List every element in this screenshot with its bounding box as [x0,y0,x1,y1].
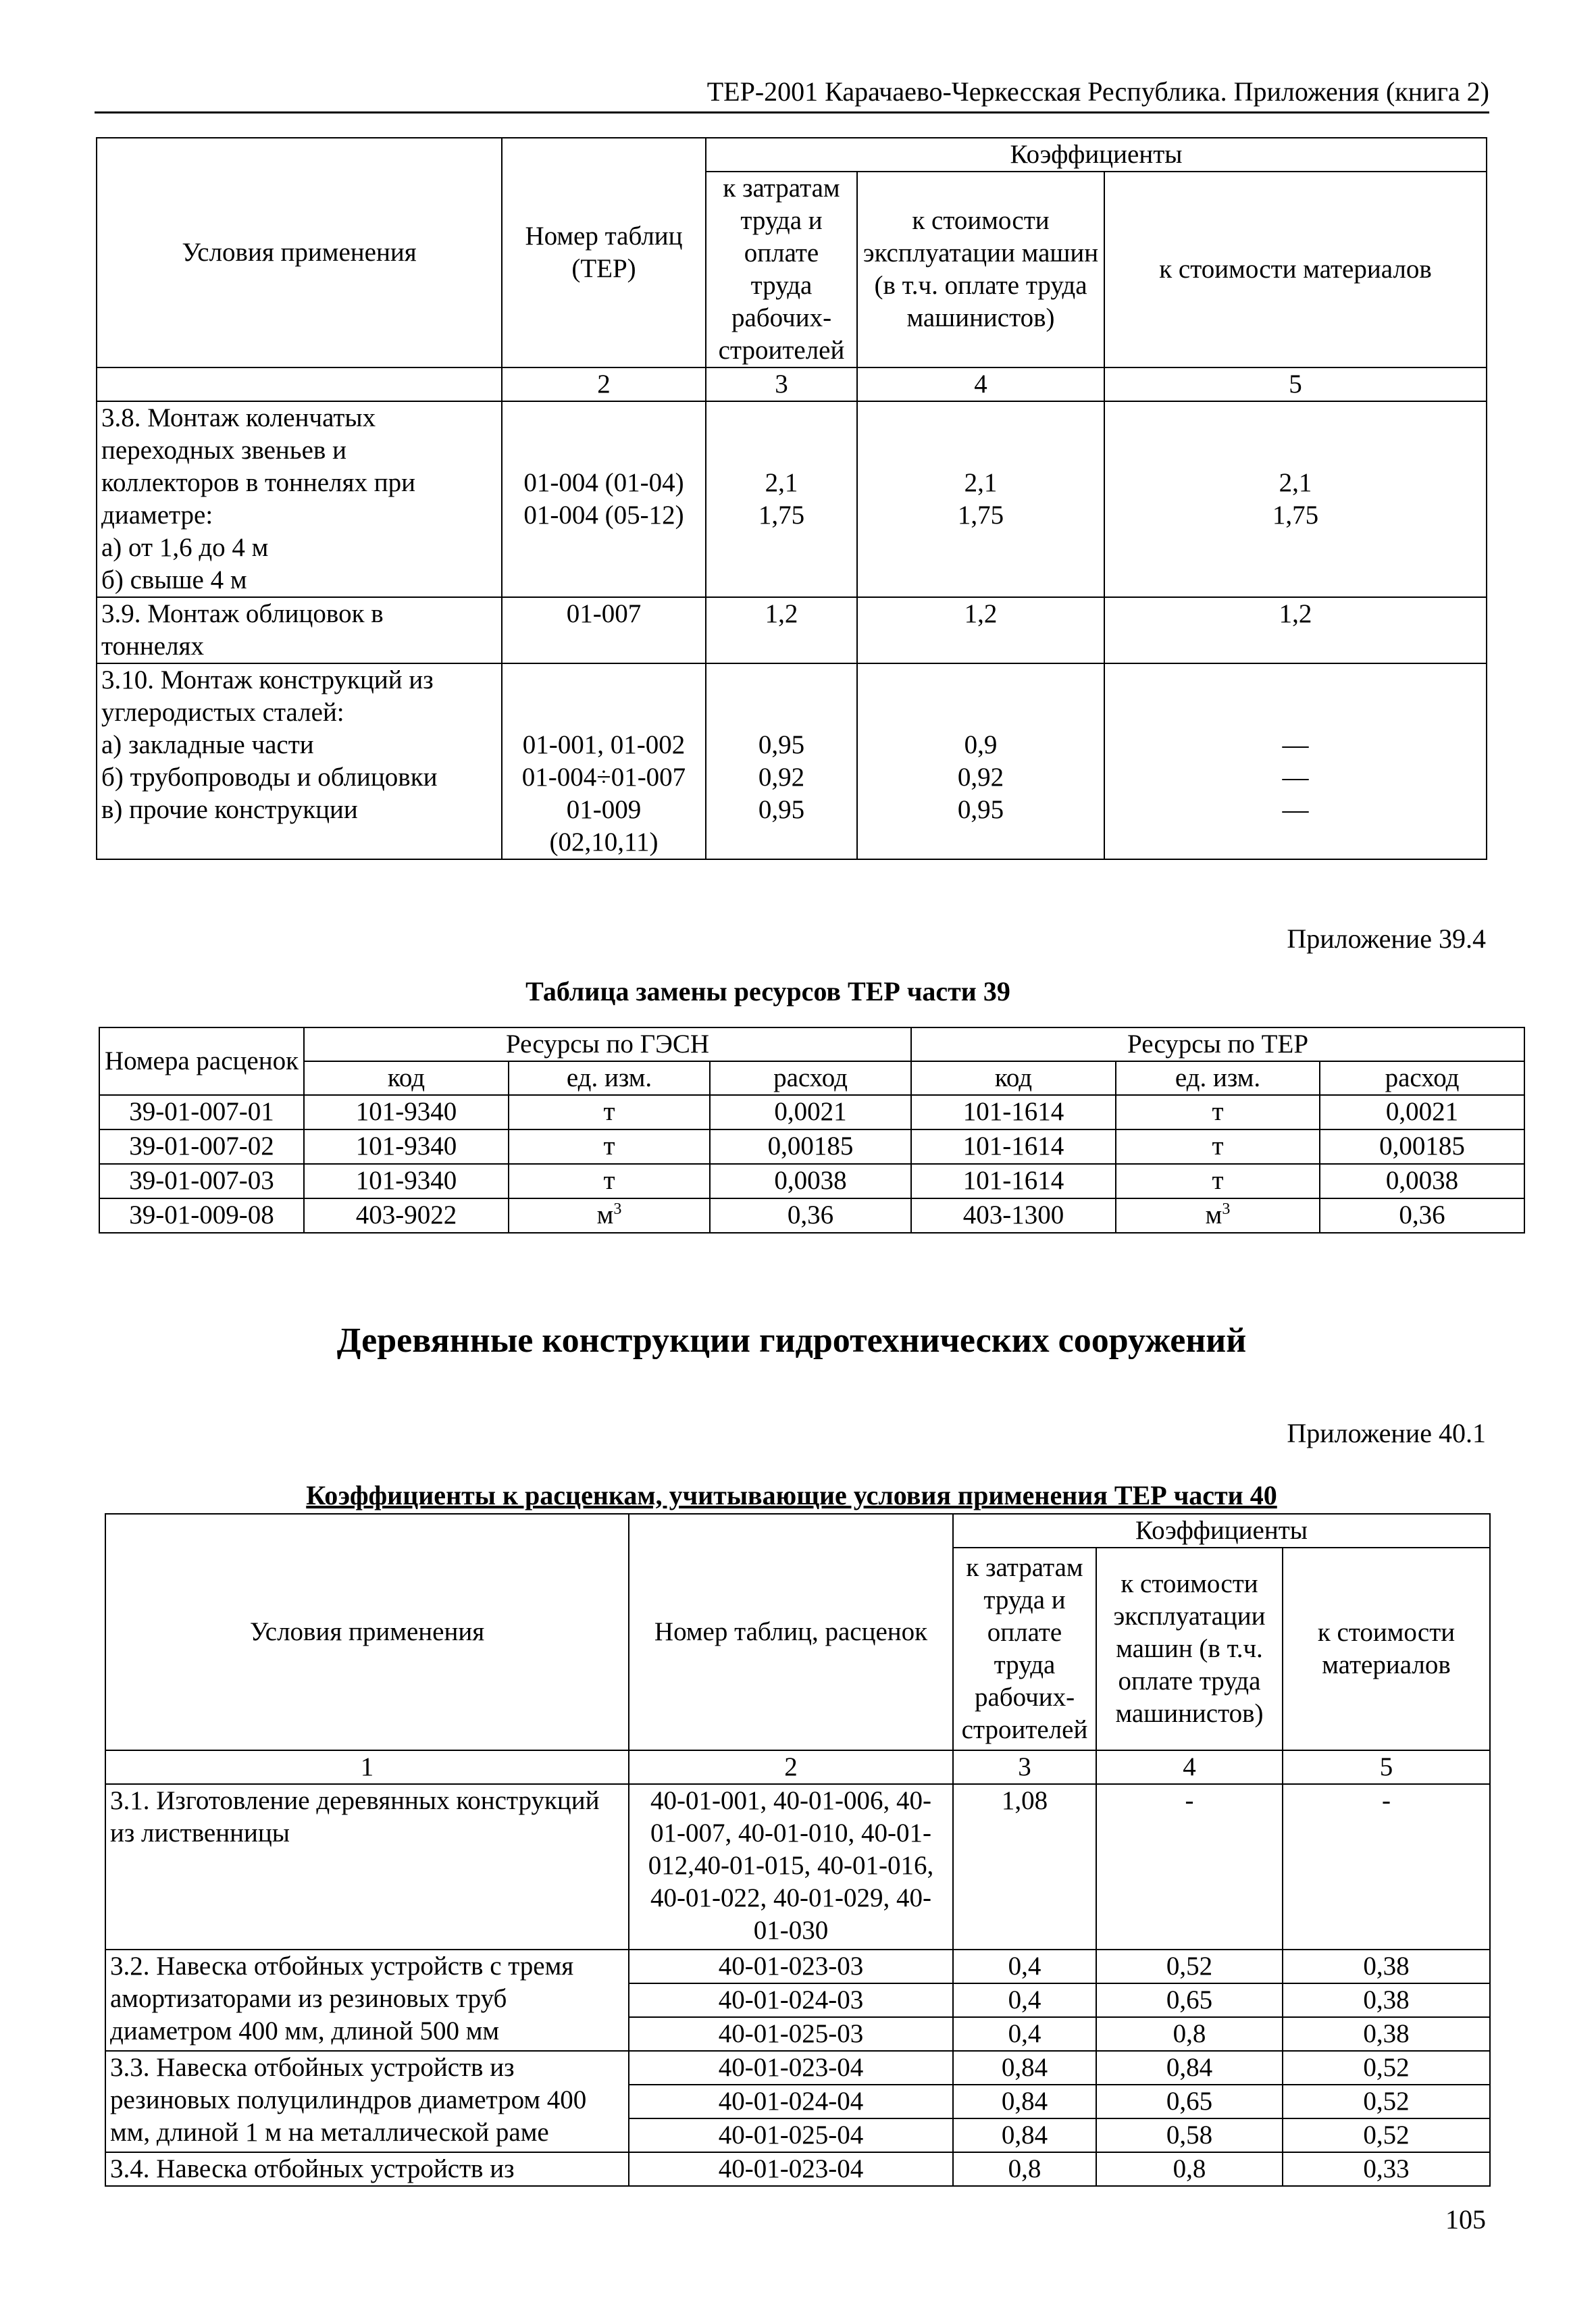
table-row: 40-01-024-03 0,4 0,65 0,38 [105,1983,1490,2017]
coefficients-table-39 [96,137,1487,860]
col-header-rate: расход [710,1061,911,1095]
col-header-materials: к стоимости материалов [1104,172,1487,367]
col-header-gesn: Ресурсы по ГЭСН [304,1027,911,1061]
col-header-labor: к затратам труда и оплате труда рабочих-строителей [706,172,857,367]
col-header-rate: расход [1320,1061,1524,1095]
num-cell: 5 [1104,367,1487,401]
table-row: 3.1. Изготовление деревянных конструкций из лиственницы 40-01-001, 40-01-006, 40-01-007, 40-01-010, 40-01-012,40-01-015, 40-01-016, 40-01-022, 40-01-029, 40-01-030 1,08 - - [105,1784,1490,1950]
num-cell: 4 [857,367,1104,401]
num-cell: 3 [706,367,857,401]
col-header-coefficients: Коэффициенты [953,1514,1490,1548]
col-header-ter: Ресурсы по ТЕР [911,1027,1524,1061]
table-title: Таблица замены ресурсов ТЕР части 39 [525,976,1010,1007]
coefficients-table-40 [105,1513,1491,2187]
num-cell: 1 [105,1750,629,1784]
table-row: 40-01-025-03 0,4 0,8 0,38 [105,2017,1490,2051]
col-header-code: код [911,1061,1116,1095]
table-row: 3.8. Монтаж коленчатых переходных звеньев и коллекторов в тоннелях при диаметре: а) от 1,6 до 4 м б) свыше 4 м 01-004 (01-04) 01-004 (05-12) 2,1 1,75 2,1 1,75 2,1 1,75 [97,401,1487,597]
num-cell: 4 [1096,1750,1283,1784]
table-row: 39-01-007-02 101-9340 т 0,00185 101-1614 т 0,00185 [99,1129,1524,1164]
table-row: 3.10. Монтаж конструкций из углеродистых сталей: а) закладные части б) трубопроводы и облицовки в) прочие конструкции 01-001, 01-002 01-004÷01-007 01-009 (02,10,11) 0,95 0,92 0,95 0,9 0,92 0,95 — — — [97,663,1487,859]
page-header: ТЕР-2001 Карачаево-Черкесская Республика. Приложения (книга 2) [95,76,1489,113]
num-cell: 2 [502,367,706,401]
col-header-conditions: Условия применения [97,138,502,367]
table-row: 3.4. Навеска отбойных устройств из 40-01-023-04 0,8 0,8 0,33 [105,2152,1490,2186]
table-row: 39-01-007-01 101-9340 т 0,0021 101-1614 т 0,0021 [99,1095,1524,1129]
col-header-table-no: Номер таблиц (ТЕР) [502,138,706,367]
num-cell: 2 [629,1750,953,1784]
table-title: Коэффициенты к расценкам, учитывающие условия применения ТЕР части 40 [306,1480,1277,1510]
resource-replacement-table [99,1027,1525,1234]
num-cell: 5 [1283,1750,1490,1784]
appendix-label: Приложение 40.1 [1287,1418,1486,1448]
col-header-code: код [304,1061,509,1095]
section-title: Деревянные конструкции гидротехнических сооружений [336,1321,1247,1360]
table-row: 39-01-009-08 403-9022 $м^3$ 0,36 403-1300 $м^3$ 0,36 [99,1198,1524,1233]
col-header-rates: Номера расценок [99,1027,304,1095]
table-row: 40-01-024-04 0,84 0,65 0,52 [105,2085,1490,2118]
num-cell [97,367,502,401]
col-header-machines: к стоимости эксплуатации машин (в т.ч. оплате труда машинистов) [1096,1548,1283,1750]
col-header-unit: ед. изм. [509,1061,710,1095]
col-header-machines: к стоимости эксплуатации машин (в т.ч. оплате труда машинистов) [857,172,1104,367]
col-header-unit: ед. изм. [1116,1061,1320,1095]
num-cell: 3 [953,1750,1096,1784]
col-header-conditions: Условия применения [105,1514,629,1750]
table-row: 3.2. Навеска отбойных устройств с тремя амортизаторами из резиновых труб диаметром 400 мм, длиной 500 мм 40-01-023-03 0,4 0,52 0,38 [105,1950,1490,1983]
table-row: 40-01-025-04 0,84 0,58 0,52 [105,2118,1490,2152]
col-header-labor: к затратам труда и оплате труда рабочих-строителей [953,1548,1096,1750]
col-header-table-no: Номер таблиц, расценок [629,1514,953,1750]
table-row: 3.3. Навеска отбойных устройств из резиновых полуцилиндров диаметром 400 мм, длиной 1 м на металлической раме 40-01-023-04 0,84 0,84 0,52 [105,2051,1490,2085]
col-header-coefficients: Коэффициенты [706,138,1487,172]
appendix-label: Приложение 39.4 [1287,923,1486,954]
table-row: 39-01-007-03 101-9340 т 0,0038 101-1614 т 0,0038 [99,1164,1524,1198]
table-row: 3.9. Монтаж облицовок в тоннелях 01-007 1,2 1,2 1,2 [97,597,1487,663]
page-number: 105 [1445,2204,1486,2235]
col-header-materials: к стоимости материалов [1283,1548,1490,1750]
